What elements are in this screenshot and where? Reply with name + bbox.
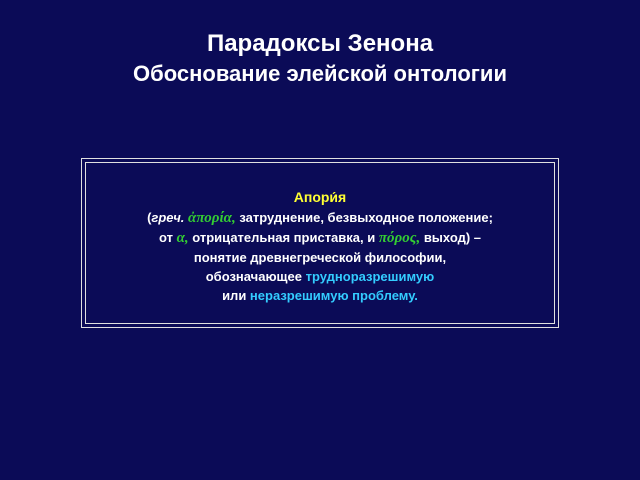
definition-content	[82, 186, 558, 305]
definition-line-2-middle: отрицательная приставка, и	[188, 230, 379, 245]
definition-line-1	[82, 208, 558, 228]
definition-line-2	[82, 228, 558, 248]
open-paren: (	[147, 210, 152, 225]
definition-box	[81, 158, 559, 328]
definition-term: Апори́я	[293, 189, 347, 205]
greek-word-poros: πόρος,	[378, 230, 421, 246]
from-text: от	[158, 230, 177, 245]
greek-word-aporia: ἀπορία,	[188, 210, 236, 226]
language-abbr: греч.	[151, 210, 185, 225]
definition-line-1-rest: затруднение, безвыходное положение;	[235, 210, 493, 225]
greek-alpha: α,	[176, 230, 189, 246]
definition-line-3: понятие древнегреческой философии,	[193, 250, 447, 265]
definition-line-4-text: обозначающее	[205, 269, 306, 284]
definition-line-2-rest: выход) –	[420, 230, 482, 245]
definition-line-5-text: или	[222, 288, 250, 303]
definition-line-4	[82, 267, 558, 286]
slide-subtitle: Обоснование элейской онтологии	[133, 61, 507, 86]
highlight-unsolvable-problem: неразрешимую проблему.	[249, 288, 418, 303]
slide-title: Парадоксы Зенона	[206, 30, 434, 57]
definition-line-5	[82, 286, 558, 305]
highlight-hard-to-solve: трудноразрешимую	[305, 269, 435, 284]
